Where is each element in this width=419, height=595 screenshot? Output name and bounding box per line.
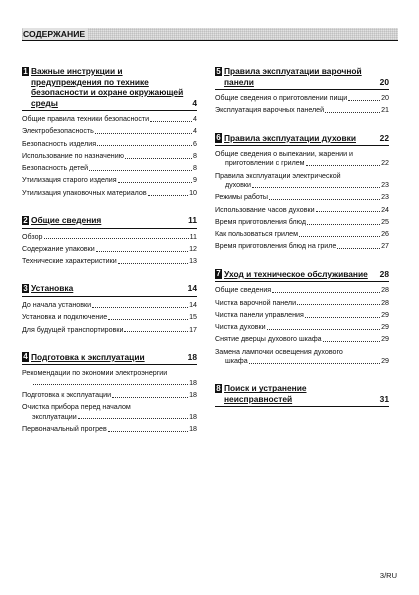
page-title: СОДЕРЖАНИЕ (23, 28, 88, 40)
section-number: 3 (23, 283, 28, 293)
section-title: Уход и техническое обслуживание (224, 268, 368, 279)
toc-entry[interactable] (215, 193, 389, 202)
entry-title: Обзор (22, 232, 43, 241)
toc-entry[interactable] (215, 335, 389, 344)
toc-entry[interactable] (215, 299, 389, 308)
entry-page: 20 (381, 94, 389, 102)
entry-title: Утилизация упаковочных материалов (22, 188, 147, 197)
toc-section (215, 269, 389, 367)
entry-page: 26 (381, 230, 389, 239)
entry-title: Время приготовления блюд на гриле (215, 242, 337, 251)
entry-page: 8 (193, 164, 197, 173)
toc-entry[interactable] (22, 140, 197, 149)
section-page: 22 (379, 132, 389, 143)
entry-title: Эксплуатация варочных панелей (215, 106, 325, 115)
dot-leader (148, 194, 189, 196)
entry-title-cont: эксплуатации (32, 412, 77, 421)
section-title: Общие сведения (31, 215, 102, 226)
entry-title: Общие сведения о приготовлении пищи (215, 94, 348, 102)
entry-page: 22 (381, 159, 389, 168)
section-heading[interactable] (215, 66, 389, 90)
dot-leader (33, 383, 188, 385)
toc-entry[interactable] (215, 311, 389, 320)
toc-section (215, 383, 389, 407)
section-number: 8 (216, 383, 221, 393)
dot-leader (272, 291, 380, 293)
toc-entry[interactable] (22, 176, 197, 185)
section-title: Правила эксплуатации варочной панели (224, 66, 362, 87)
toc-entry[interactable] (22, 301, 197, 310)
toc-left-column (22, 66, 197, 451)
entry-title: Безопасность изделия (22, 139, 97, 148)
toc-section (215, 133, 389, 252)
entry-page: 21 (381, 106, 389, 115)
section-heading[interactable] (22, 352, 197, 366)
entry-title: Общие сведения (215, 286, 272, 295)
dot-leader (89, 169, 192, 171)
entry-title: Время приготовления блюд (215, 217, 306, 226)
entry-title: Утилизация старого изделия (22, 176, 117, 185)
dot-leader (150, 120, 192, 122)
dot-leader (92, 306, 188, 308)
toc-entry[interactable] (215, 150, 389, 169)
dot-leader (108, 318, 188, 320)
entry-page: 18 (189, 412, 197, 421)
entry-page: 24 (381, 205, 389, 214)
dot-leader (95, 132, 192, 134)
toc-entry[interactable] (22, 257, 197, 266)
section-page: 28 (379, 268, 389, 279)
section-number: 2 (23, 215, 28, 225)
entry-title: Чистка духовки (215, 323, 266, 332)
entry-title: Электробезопасность (22, 127, 94, 136)
entry-title-cont: шкафа (225, 357, 248, 366)
toc-entry[interactable] (215, 218, 389, 227)
entry-page: 9 (193, 176, 197, 185)
toc-entry[interactable] (215, 106, 389, 115)
entry-title: До начала установки (22, 300, 92, 309)
entry-page: 25 (381, 217, 389, 226)
section-heading[interactable] (215, 269, 389, 283)
toc-entry[interactable] (215, 94, 389, 103)
entry-title: Замена лампочки освещения духового (215, 347, 343, 356)
toc-entry[interactable] (22, 391, 197, 400)
section-heading[interactable] (215, 383, 389, 407)
section-page: 14 (187, 283, 197, 294)
section-heading[interactable] (22, 66, 197, 111)
section-number: 6 (216, 133, 221, 143)
section-title: Поиск и устранение неисправностей (224, 383, 307, 404)
entry-page: 28 (381, 286, 389, 295)
section-page: 20 (379, 76, 389, 87)
dot-leader (267, 328, 381, 330)
entry-page: 11 (189, 232, 197, 241)
toc-entry[interactable] (22, 245, 197, 254)
entry-page: 6 (193, 139, 197, 148)
dot-leader (325, 111, 380, 113)
toc-entry[interactable] (22, 127, 197, 136)
toc-entry[interactable] (22, 403, 197, 422)
section-title: Подготовка к эксплуатации (31, 351, 145, 362)
toc-entry[interactable] (22, 425, 197, 434)
dot-leader (348, 99, 380, 101)
entry-title: Использование часов духовки (215, 205, 315, 214)
dot-leader (96, 250, 188, 252)
dot-leader (124, 330, 188, 332)
entry-title-cont: приготовлении с грилем (225, 159, 305, 168)
dot-leader (118, 262, 188, 264)
entry-title: Чистка варочной панели (215, 298, 297, 307)
section-number: 7 (216, 269, 221, 279)
entry-page: 28 (381, 298, 389, 307)
entry-page: 29 (381, 357, 389, 366)
entry-page: 4 (193, 115, 197, 123)
toc-section (22, 66, 197, 198)
toc-section (22, 215, 197, 266)
entry-title: Для будущей транспортировки (22, 325, 124, 334)
entry-title: Технические характеристики (22, 257, 117, 266)
section-page: 31 (379, 393, 389, 404)
entry-continuation (22, 379, 197, 388)
entry-title: Правила эксплуатации электрической (215, 171, 341, 180)
entry-page: 29 (381, 335, 389, 344)
entry-page: 27 (381, 242, 389, 251)
entry-page: 4 (193, 127, 197, 136)
toc-section (22, 283, 197, 334)
toc-entry[interactable] (22, 313, 197, 322)
section-page: 4 (192, 97, 197, 108)
entry-page: 14 (189, 300, 197, 309)
section-number: 5 (216, 66, 221, 76)
dot-leader (337, 247, 380, 249)
dot-leader (97, 144, 192, 146)
toc-entry[interactable] (215, 323, 389, 332)
toc-right-column (215, 66, 389, 424)
entry-continuation (215, 357, 389, 366)
entry-page: 18 (189, 424, 197, 433)
entry-title-cont: духовки (225, 180, 251, 189)
toc-entry[interactable] (22, 233, 197, 242)
section-number: 1 (23, 66, 28, 76)
section-heading[interactable] (215, 133, 389, 147)
dot-leader (44, 237, 189, 239)
entry-title: Содержание упаковки (22, 244, 95, 253)
entry-title: Безопасность детей (22, 164, 89, 173)
dot-leader (108, 430, 188, 432)
entry-title: Рекомендации по экономии электроэнергии (22, 369, 168, 378)
entry-title: Подготовка к эксплуатации (22, 390, 112, 399)
section-number: 4 (23, 352, 28, 362)
entry-title: Первоначальный прогрев (22, 424, 107, 433)
entry-title: Установка и подключение (22, 313, 108, 322)
dot-leader (297, 303, 380, 305)
dot-leader (305, 316, 380, 318)
entry-page: 23 (381, 193, 389, 202)
entry-page: 13 (189, 257, 197, 266)
page-number: 3/RU (379, 571, 397, 580)
toc-section (22, 352, 197, 434)
entry-page: 18 (189, 390, 197, 399)
dot-leader (112, 396, 188, 398)
entry-page: 12 (189, 244, 197, 253)
dot-leader (125, 157, 192, 159)
entry-page: 8 (193, 151, 197, 160)
entry-page: 18 (189, 378, 197, 387)
section-page: 11 (188, 215, 197, 226)
dot-leader (249, 362, 380, 364)
entry-title: Общие сведения о выпекании, жарении и (215, 150, 354, 159)
toc-entry[interactable] (22, 189, 197, 198)
section-heading[interactable] (22, 215, 197, 229)
toc-entry[interactable] (22, 369, 197, 388)
entry-title: Очистка прибора перед началом (22, 403, 131, 412)
entry-continuation (215, 159, 389, 168)
section-title: Важные инструкции и предупреждения по технике безопасности и охране окружающей среды (31, 66, 184, 108)
toc-entry[interactable] (22, 115, 197, 124)
section-title: Правила эксплуатации духовки (224, 132, 356, 143)
dot-leader (78, 417, 188, 419)
toc-entry[interactable] (22, 326, 197, 335)
toc-entry[interactable] (22, 152, 197, 161)
dot-leader (316, 210, 381, 212)
toc-entry[interactable] (215, 230, 389, 239)
dot-leader (118, 181, 192, 183)
entry-title: Использование по назначению (22, 151, 124, 160)
toc-entry[interactable] (215, 286, 389, 295)
toc-section (215, 66, 389, 116)
toc-entry[interactable] (215, 172, 389, 191)
dot-leader (252, 186, 380, 188)
entry-page: 29 (381, 323, 389, 332)
entry-title: Как пользоваться грилем (215, 230, 298, 239)
entry-page: 10 (189, 188, 197, 197)
section-title: Установка (31, 283, 74, 294)
entry-page: 15 (189, 313, 197, 322)
entry-title: Режимы работы (215, 193, 269, 202)
toc-entry[interactable] (215, 206, 389, 215)
toc-entry[interactable] (22, 164, 197, 173)
section-heading[interactable] (22, 283, 197, 297)
dot-leader (307, 223, 380, 225)
entry-title: Снятие дверцы духового шкафа (215, 335, 322, 344)
section-page: 18 (187, 351, 197, 362)
dot-leader (323, 340, 380, 342)
dot-leader (306, 164, 381, 166)
dot-leader (269, 198, 380, 200)
header-bar (22, 28, 398, 41)
entry-title: Общие правила техники безопасности (22, 115, 150, 123)
entry-title: Чистка панели управления (215, 310, 304, 319)
entry-page: 17 (189, 325, 197, 334)
entry-page: 23 (381, 180, 389, 189)
entry-page: 29 (381, 310, 389, 319)
toc-entry[interactable] (215, 242, 389, 251)
entry-continuation (215, 181, 389, 190)
entry-continuation (22, 413, 197, 422)
toc-entry[interactable] (215, 348, 389, 367)
dot-leader (299, 235, 380, 237)
